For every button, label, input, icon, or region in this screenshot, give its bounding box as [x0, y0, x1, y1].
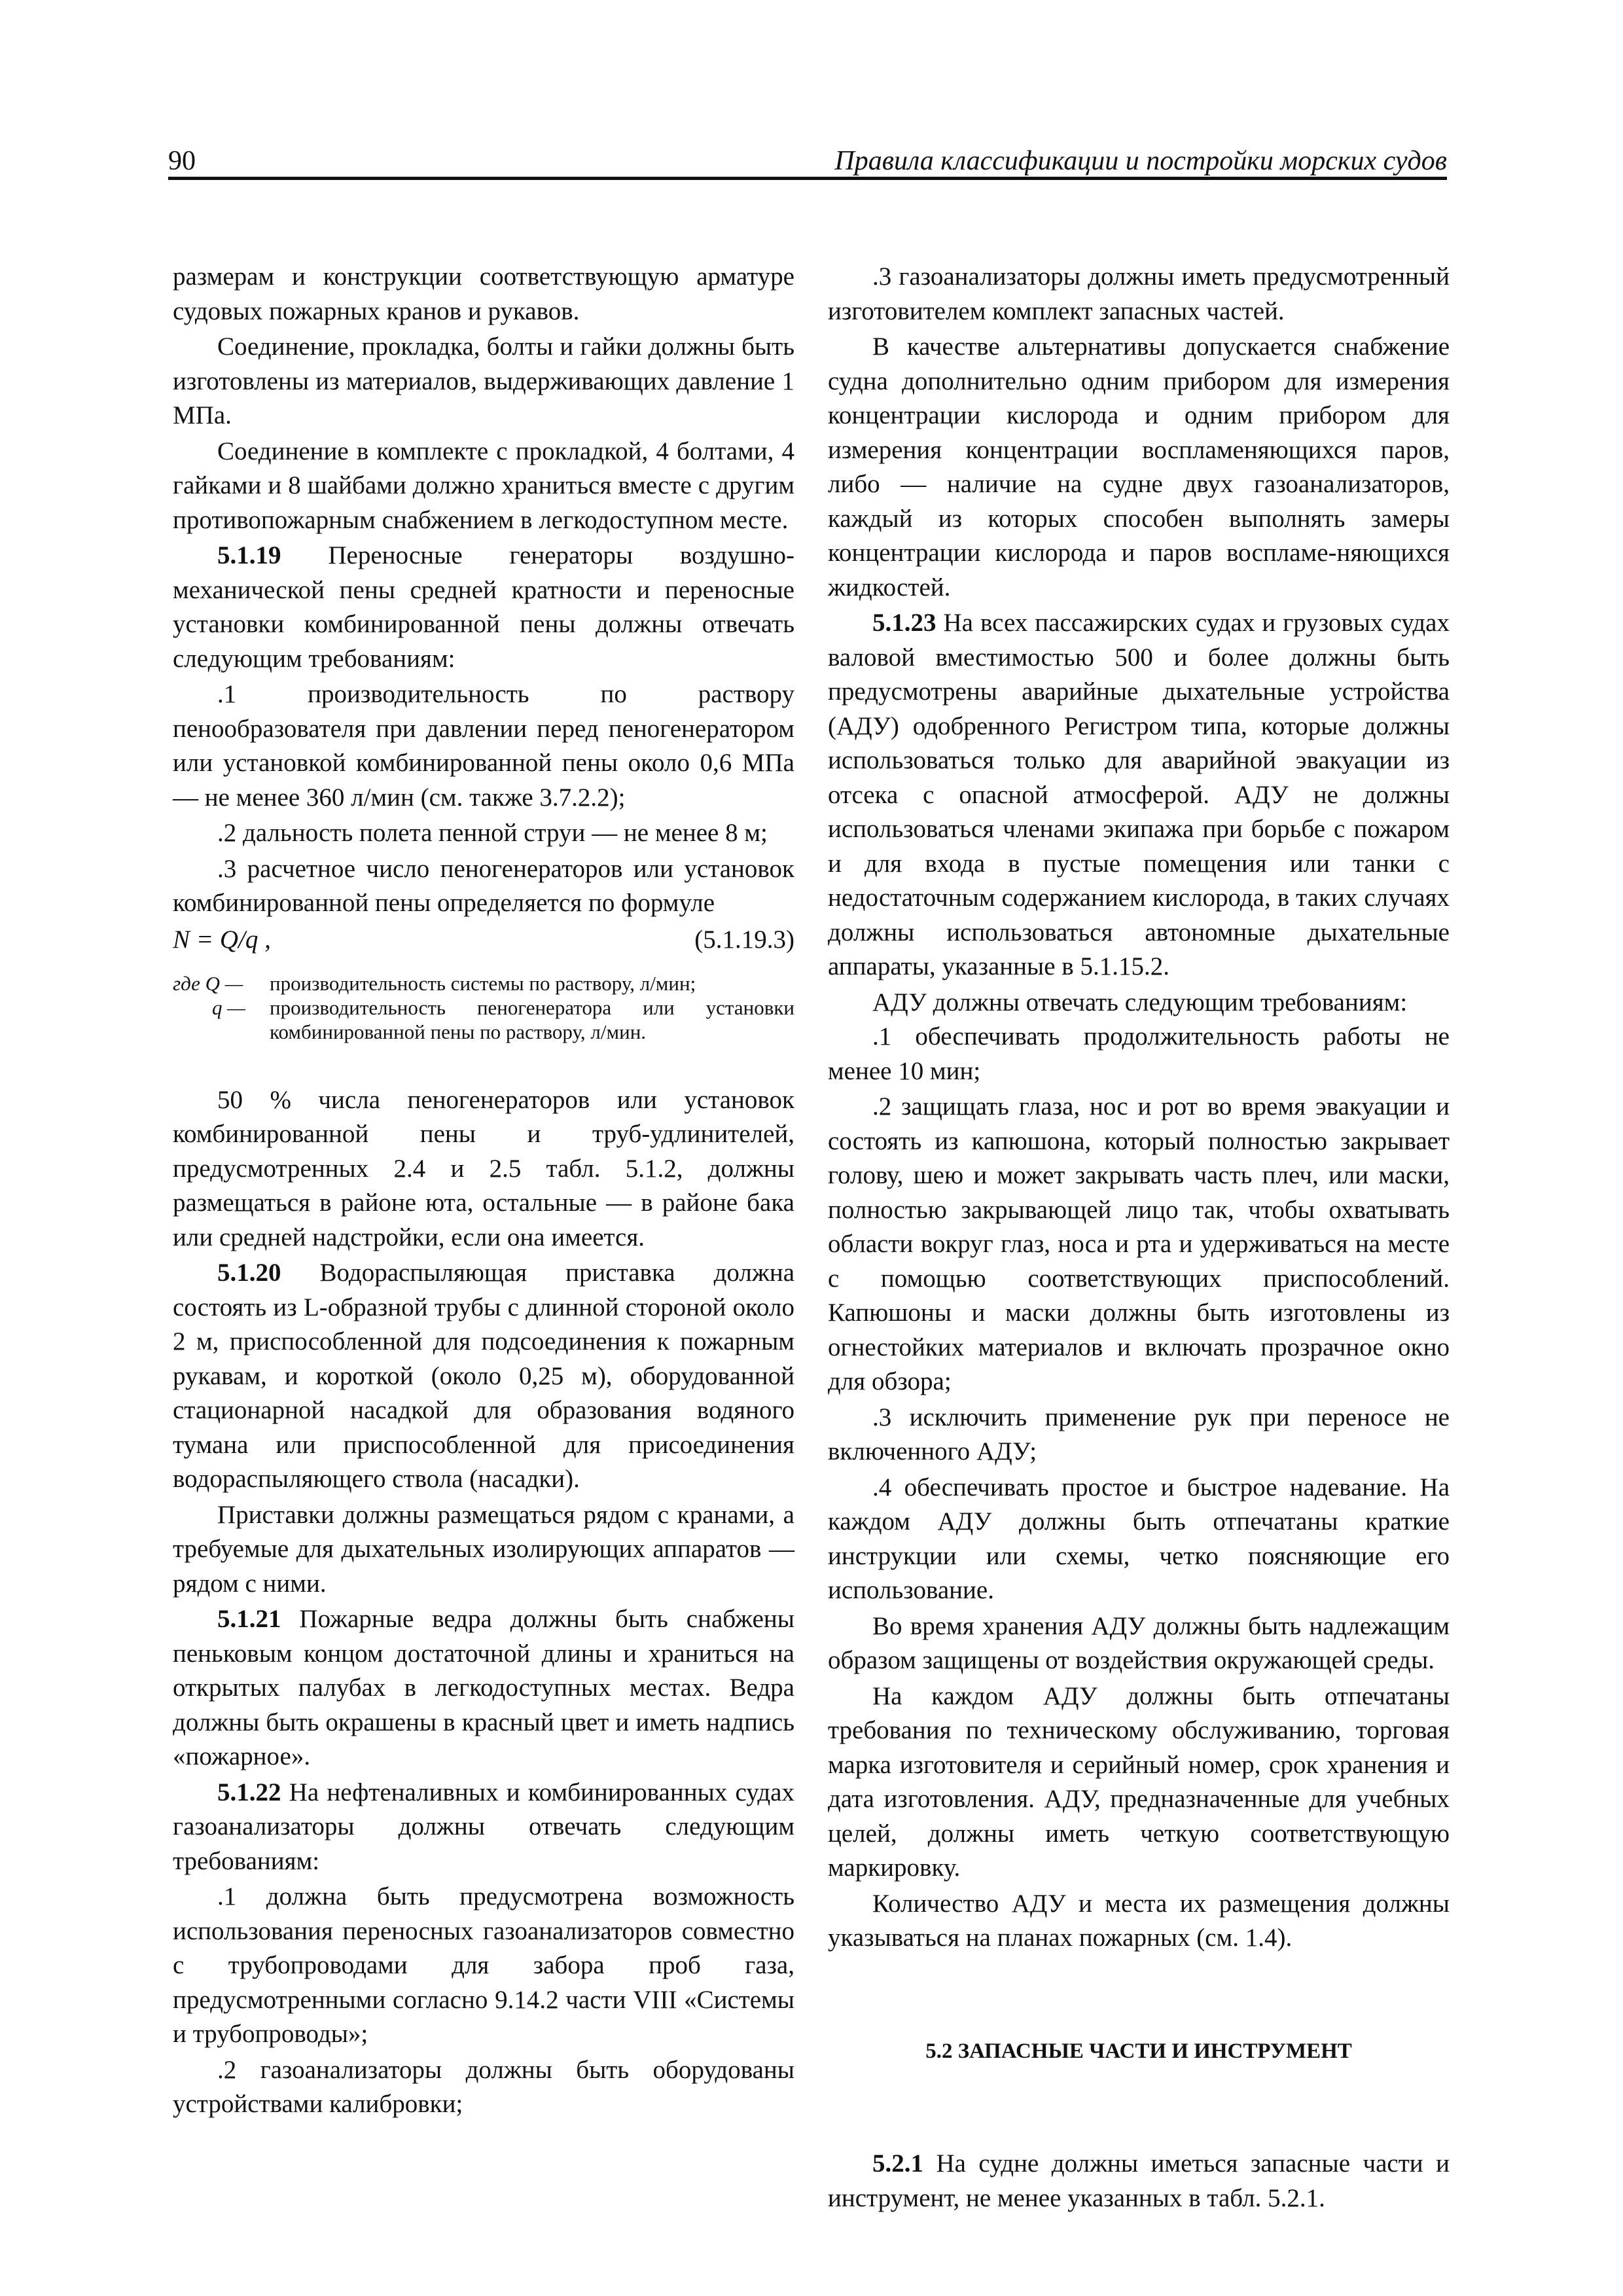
paragraph-text: На судне должны иметься запасные части и инструмент, не менее указанных в табл. 5.2.1. [828, 2149, 1450, 2212]
legend-text: производительность пеногенератора или установки комбинированной пены по раствору, л/мин. [270, 996, 794, 1043]
clause-number: 5.1.21 [217, 1605, 281, 1633]
paragraph: Соединение в комплекте с прокладкой, 4 болтами, 4 гайками и 8 шайбами должно храниться вместе с другим противопожарным снабжением в легкодоступном месте. [173, 437, 794, 534]
formula-legend [173, 971, 794, 1044]
paragraph-text: Пожарные ведра должны быть снабжены пеньковым концом достаточной длины и храниться на открытых палубах в легкодоступных местах. Ведра должны быть окрашены в красный цвет и иметь надпись «пожарное». [173, 1605, 794, 1770]
paragraph-text: Водораспыляющая приставка должна состоять из L-образной трубы с длинной стороной около 2 м, приспособленной для подсоединения к пожарным рукавам, и короткой (около 0,25 м), оборудованной стационарной насадкой для образования водяного тумана или приспособленной для присоединения водораспыляющего ствола (насадки). [173, 1259, 794, 1493]
paragraph: Соединение, прокладка, болты и гайки должны быть изготовлены из материалов, выдерживающих давление 1 МПа. [173, 332, 794, 429]
paragraph-text: На всех пассажирских судах и грузовых судах валовой вместимостью 500 и более должны быть предусмотрены аварийные дыхательные устройства (АДУ) одобренного Регистром типа, которые должны использоваться только для аварийной эвакуации из отсека с опасной атмосферой. АДУ не должны использоваться членами экипажа при борьбе с пожаром и для входа в пустые помещения или танки с недостаточным содержанием кислорода, в таких случаях должны использоваться автономные дыхательные аппараты, указанные в 5.1.15.2. [828, 609, 1450, 980]
paragraph: На каждом АДУ должны быть отпечатаны требования по техническому обслуживанию, торговая марка изготовителя и серийный номер, срок хранения и дата изготовления. АДУ, предназначенные для учебных целей, должны иметь четкую соответствующую маркировку. [828, 1681, 1450, 1882]
list-item: .2 дальность полета пенной струи — не менее 8 м; [217, 819, 768, 847]
paragraph: АДУ должны отвечать следующим требованиям: [872, 988, 1408, 1016]
list-item: .3 газоанализаторы должны иметь предусмотренный изготовителем комплект запасных частей. [828, 262, 1450, 325]
list-item: .2 газоанализаторы должны быть оборудованы устройствами калибровки; [173, 2055, 794, 2118]
clause-number: 5.2.1 [872, 2149, 923, 2178]
legend-row [173, 996, 794, 1044]
clause-number: 5.1.22 [217, 1778, 281, 1806]
legend-variable: q — [212, 996, 245, 1019]
paragraph: В качестве альтернативы допускается снабжение судна дополнительно одним прибором для измерения концентрации кислорода и одним прибором для измерения концентрации воспламеняющихся паров, либо — наличие на судне двух газоанализаторов, каждый из которых способен выполнять замеры концентрации кислорода и паров воспламе-няющихся жидкостей. [828, 332, 1450, 601]
list-item: .4 обеспечивать простое и быстрое надевание. На каждом АДУ должны быть отпечатаны краткие инструкции или схемы, четко поясняющие его использование. [828, 1473, 1450, 1604]
legend-variable: где Q — [173, 971, 243, 995]
paragraph: 50 % числа пеногенераторов или установок комбинированной пены и труб-удлинителей, предусмотренных 2.4 и 2.5 табл. 5.1.2, должны размещаться в районе юта, остальные — в районе бака или средней надстройки, если она имеется. [173, 1085, 794, 1251]
list-item: .1 должна быть предусмотрена возможность использования переносных газоанализаторов совместно с трубопроводами для забора проб газа, предусмотренными согласно 9.14.2 части VIII «Системы и трубопроводы»; [173, 1882, 794, 2048]
formula-row [173, 923, 794, 957]
left-column [173, 260, 794, 2122]
paragraph-5-1-20 [173, 1256, 794, 1497]
list-item: .1 производительность по раствору пенообразователя при давлении перед пеногенератором или установкой комбинированной пены около 0,6 МПа — не менее 360 л/мин (см. также 3.7.2.2); [173, 680, 794, 812]
clause-number: 5.1.20 [217, 1259, 281, 1287]
page-number: 90 [168, 146, 196, 176]
paragraph-text: Переносные генераторы воздушно-механической пены средней кратности и переносные установки комбинированной пены должны отвечать следующим требованиям: [173, 541, 794, 673]
clause-number: 5.1.19 [217, 541, 281, 569]
page-header [168, 145, 1447, 177]
paragraph-5-2-1 [828, 2147, 1450, 2215]
paragraph-5-1-19 [173, 539, 794, 676]
legend-text: производительность системы по раствору, л/мин; [270, 971, 696, 995]
right-column [828, 260, 1450, 2215]
legend-row [173, 971, 794, 996]
header-rule [168, 177, 1447, 180]
list-item: .3 исключить применение рук при переносе не включенного АДУ; [828, 1403, 1450, 1465]
section-title: 5.2 ЗАПАСНЫЕ ЧАСТИ И ИНСТРУМЕНТ [925, 2039, 1352, 2063]
formula: N = Q/q , [173, 925, 271, 954]
paragraph: Количество АДУ и места их размещения должны указываться на планах пожарных (см. 1.4). [828, 1889, 1450, 1952]
running-title: Правила классификации и постройки морских судов [834, 146, 1447, 176]
formula-number: (5.1.19.3) [694, 925, 794, 954]
paragraph-5-1-22 [173, 1776, 794, 1879]
paragraph: Приставки должны размещаться рядом с кранами, а требуемые для дыхательных изолирующих аппаратов — рядом с ними. [173, 1500, 794, 1598]
list-item: .2 защищать глаза, нос и рот во время эвакуации и состоять из капюшона, который полностью закрывает голову, шею и может закрывать часть плеч, или маски, полностью закрывающей лицо так, чтобы охватывать области вокруг глаз, носа и рта и удерживаться на месте с помощью соответствующих приспособлений. Капюшоны и маски должны быть изготовлены из огнестойких материалов и включать прозрачное окно для обзора; [828, 1092, 1450, 1395]
paragraph: Во время хранения АДУ должны быть надлежащим образом защищены от воздействия окружающей среды. [828, 1611, 1450, 1674]
paragraph-5-1-21 [173, 1602, 794, 1774]
paragraph: размерам и конструкции соответствующую арматуре судовых пожарных кранов и рукавов. [173, 262, 794, 325]
paragraph-text: На нефтеналивных и комбинированных судах газоанализаторы должны отвечать следующим требованиям: [173, 1778, 794, 1875]
list-item: .1 обеспечивать продолжительность работы не менее 10 мин; [828, 1022, 1450, 1085]
clause-number: 5.1.23 [872, 609, 936, 637]
paragraph-5-1-23 [828, 606, 1450, 984]
list-item: .3 расчетное число пеногенераторов или установок комбинированной пены определяется по формуле [173, 854, 794, 917]
